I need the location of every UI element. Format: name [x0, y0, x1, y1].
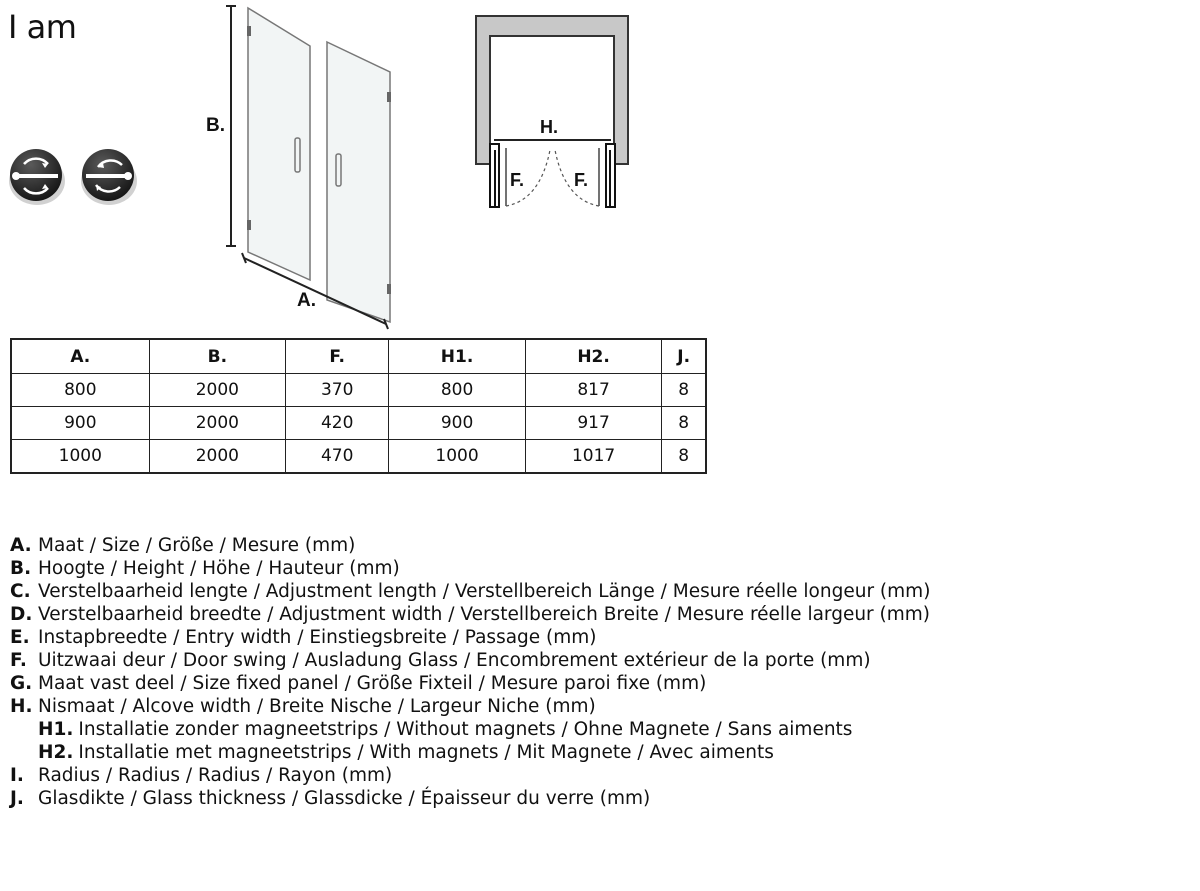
rotate-left-icon: [6, 145, 68, 207]
legend-text: Installatie met magneetstrips / With magnets / Mit Magnete / Avec aiments: [78, 742, 774, 763]
table-cell: 800: [11, 374, 149, 407]
table-cell: 8: [662, 374, 706, 407]
legend-key: J.: [10, 788, 24, 809]
legend-item: [10, 534, 930, 557]
legend-item: [10, 787, 930, 810]
table-row: [11, 374, 706, 407]
table-cell: 800: [389, 374, 526, 407]
legend-list: [10, 534, 930, 810]
plan-drawing: [470, 10, 640, 216]
legend-text: Verstelbaarheid lengte / Adjustment length / Verstellbereich Länge / Mesure réelle longeur (mm): [38, 581, 931, 602]
table-cell: 1000: [11, 440, 149, 474]
table-cell: 8: [662, 440, 706, 474]
header-h1: H1.: [389, 339, 526, 374]
table-cell: 917: [525, 407, 662, 440]
legend-key: H1.: [38, 719, 74, 740]
page-title: I am: [8, 8, 77, 46]
legend-key: D.: [10, 604, 33, 625]
door-drawing: [200, 0, 400, 332]
legend-item: [10, 695, 930, 718]
table-cell: 2000: [149, 440, 286, 474]
legend-key: H2.: [38, 742, 74, 763]
legend-text: Verstelbaarheid breedte / Adjustment width / Verstellbereich Breite / Mesure réelle largeur (mm): [38, 604, 931, 625]
table-cell: 1017: [525, 440, 662, 474]
legend-key: B.: [10, 558, 32, 579]
table-row: [11, 440, 706, 474]
legend-item: [10, 764, 930, 787]
height-label: B.: [206, 115, 225, 136]
legend-key: F.: [10, 650, 27, 671]
size-table: [10, 338, 707, 474]
table-row: [11, 407, 706, 440]
swing-right-label: F.: [574, 170, 589, 190]
table-cell: 2000: [149, 407, 286, 440]
legend-key: A.: [10, 535, 32, 556]
table-cell: 817: [525, 374, 662, 407]
header-f: F.: [286, 339, 389, 374]
legend-item: [10, 672, 930, 695]
legend-key: C.: [10, 581, 31, 602]
table-cell: 900: [11, 407, 149, 440]
legend-text: Hoogte / Height / Höhe / Hauteur (mm): [38, 558, 400, 579]
legend-text: Radius / Radius / Radius / Rayon (mm): [38, 765, 393, 786]
legend-text: Uitzwaai deur / Door swing / Ausladung Glass / Encombrement extérieur de la porte (mm): [38, 650, 871, 671]
legend-text: Installatie zonder magneetstrips / Without magnets / Ohne Magnete / Sans aiments: [78, 719, 853, 740]
table-cell: 470: [286, 440, 389, 474]
alcove-label: H.: [540, 117, 558, 137]
swing-left-label: F.: [510, 170, 525, 190]
table-cell: 420: [286, 407, 389, 440]
width-label: A.: [297, 290, 316, 311]
legend-key: I.: [10, 765, 24, 786]
table-header-row: [11, 339, 706, 374]
legend-key: G.: [10, 673, 33, 694]
header-j: J.: [662, 339, 706, 374]
legend-text: Maat / Size / Größe / Mesure (mm): [38, 535, 356, 556]
legend-subitem: [10, 718, 930, 741]
legend-text: Instapbreedte / Entry width / Einstiegsbreite / Passage (mm): [38, 627, 597, 648]
table-cell: 370: [286, 374, 389, 407]
legend-text: Nismaat / Alcove width / Breite Nische / Largeur Niche (mm): [38, 696, 596, 717]
table-cell: 1000: [389, 440, 526, 474]
header-h2: H2.: [525, 339, 662, 374]
legend-item: [10, 580, 930, 603]
legend-item: [10, 626, 930, 649]
rotate-right-icon: [78, 145, 140, 207]
legend-text: Maat vast deel / Size fixed panel / Größe Fixteil / Mesure paroi fixe (mm): [38, 673, 707, 694]
legend-item: [10, 603, 930, 626]
legend-key: E.: [10, 627, 30, 648]
legend-text: Glasdikte / Glass thickness / Glassdicke / Épaisseur du verre (mm): [38, 788, 651, 809]
table-cell: 900: [389, 407, 526, 440]
header-a: A.: [11, 339, 149, 374]
legend-subitem: [10, 741, 930, 764]
table-cell: 2000: [149, 374, 286, 407]
legend-item: [10, 557, 930, 580]
legend-key: H.: [10, 696, 33, 717]
legend-item: [10, 649, 930, 672]
header-b: B.: [149, 339, 286, 374]
table-cell: 8: [662, 407, 706, 440]
